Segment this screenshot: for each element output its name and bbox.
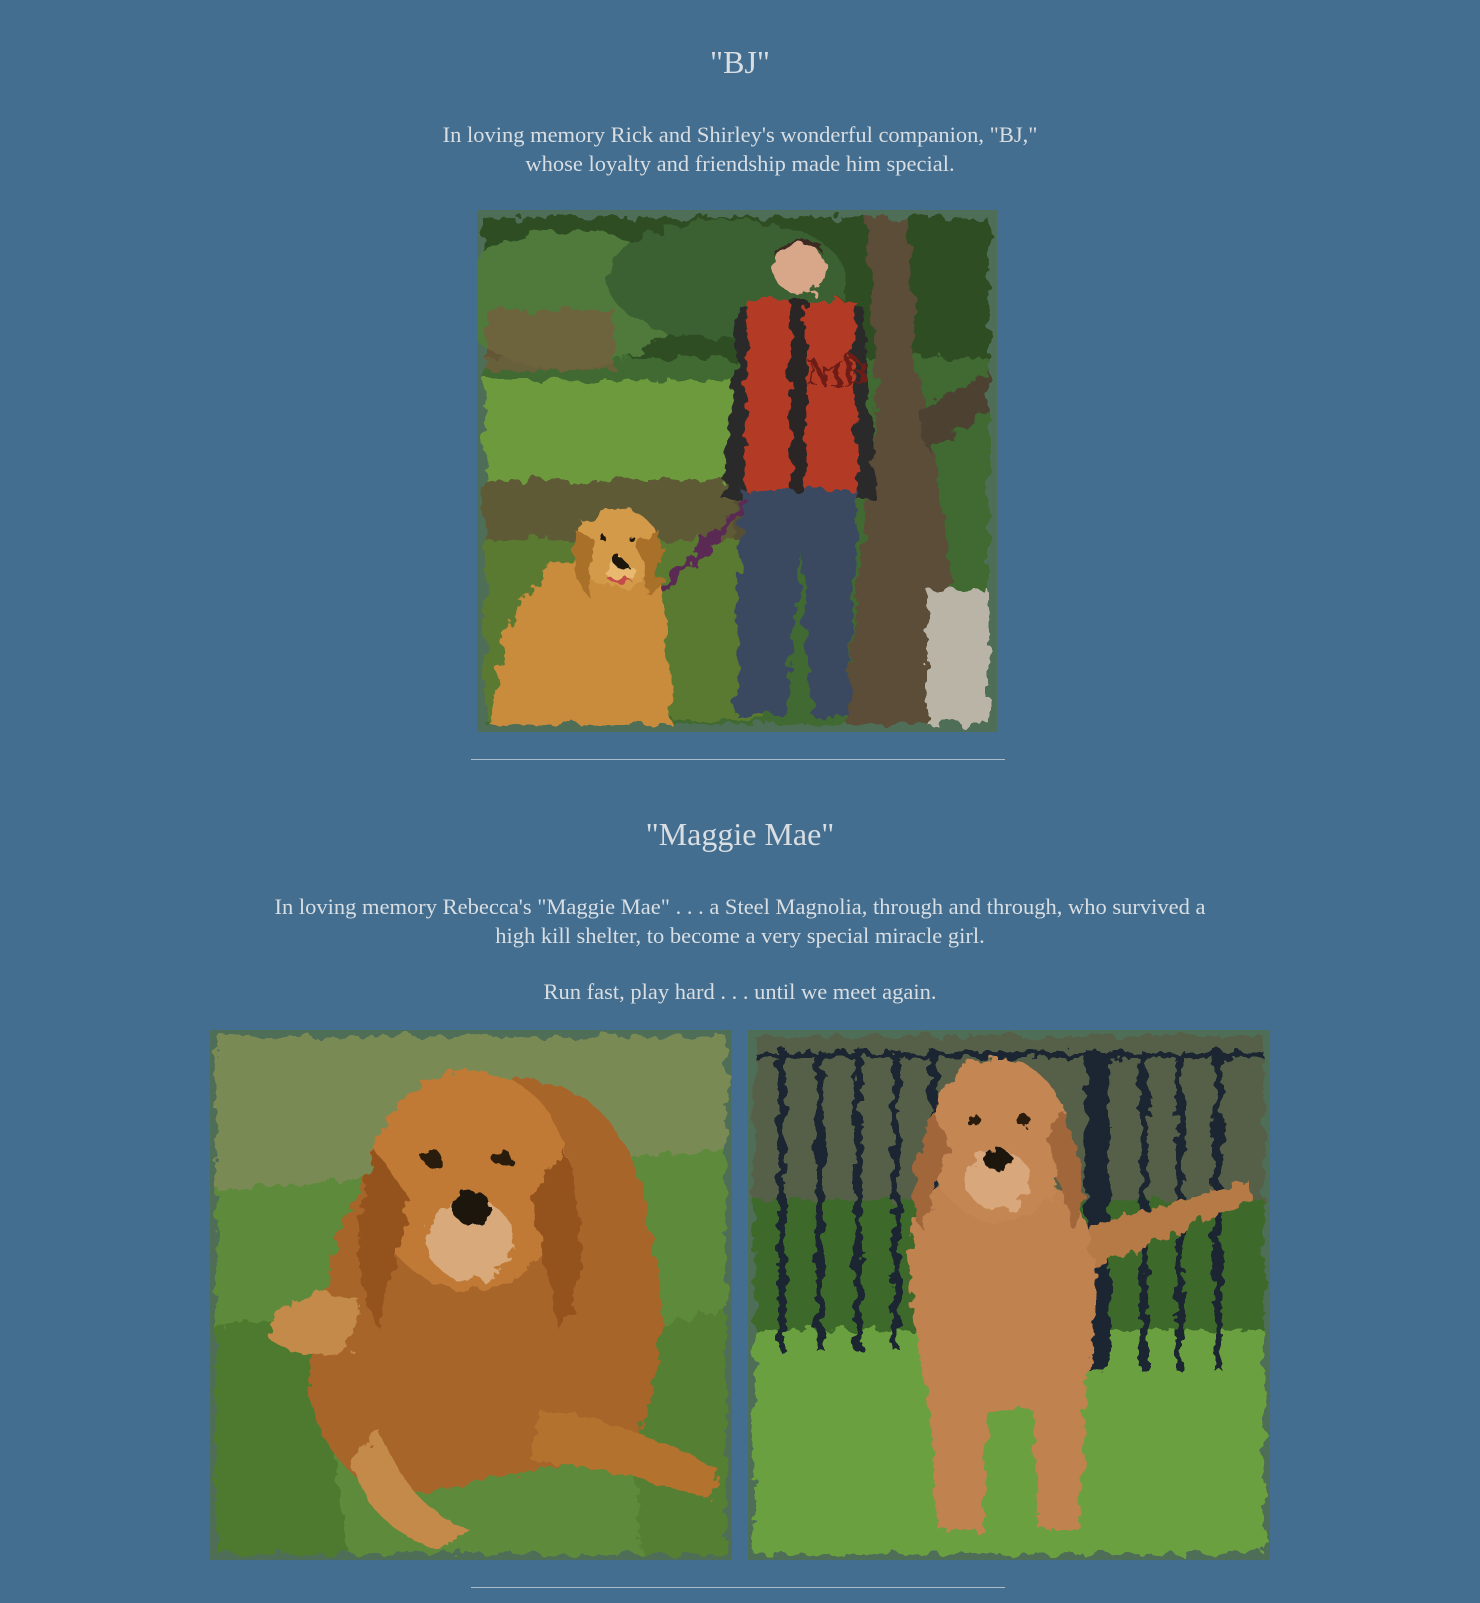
maggie-title: "Maggie Mae" (645, 816, 835, 852)
maggie-memory-line-1: In loving memory Rebecca's "Maggie Mae" . . . a Steel Magnolia, through and through, who survived a (274, 894, 1206, 919)
bj-title: "BJ" (710, 44, 770, 80)
jacket-letters: MB (807, 352, 869, 394)
maggie-photo-lying (210, 1030, 732, 1560)
maggie-farewell: Run fast, play hard . . . until we meet again. (543, 979, 937, 1004)
bj-memory-line-2: whose loyalty and friendship made him special. (525, 151, 955, 176)
divider-bj (471, 759, 1005, 760)
bj-memory-line-1: In loving memory Rick and Shirley's wonderful companion, "BJ," (442, 122, 1038, 147)
maggie-memory-line-2: high kill shelter, to become a very special miracle girl. (495, 923, 985, 948)
bj-photo (477, 210, 997, 732)
divider-maggie (471, 1587, 1005, 1588)
maggie-photo-standing (748, 1030, 1270, 1560)
